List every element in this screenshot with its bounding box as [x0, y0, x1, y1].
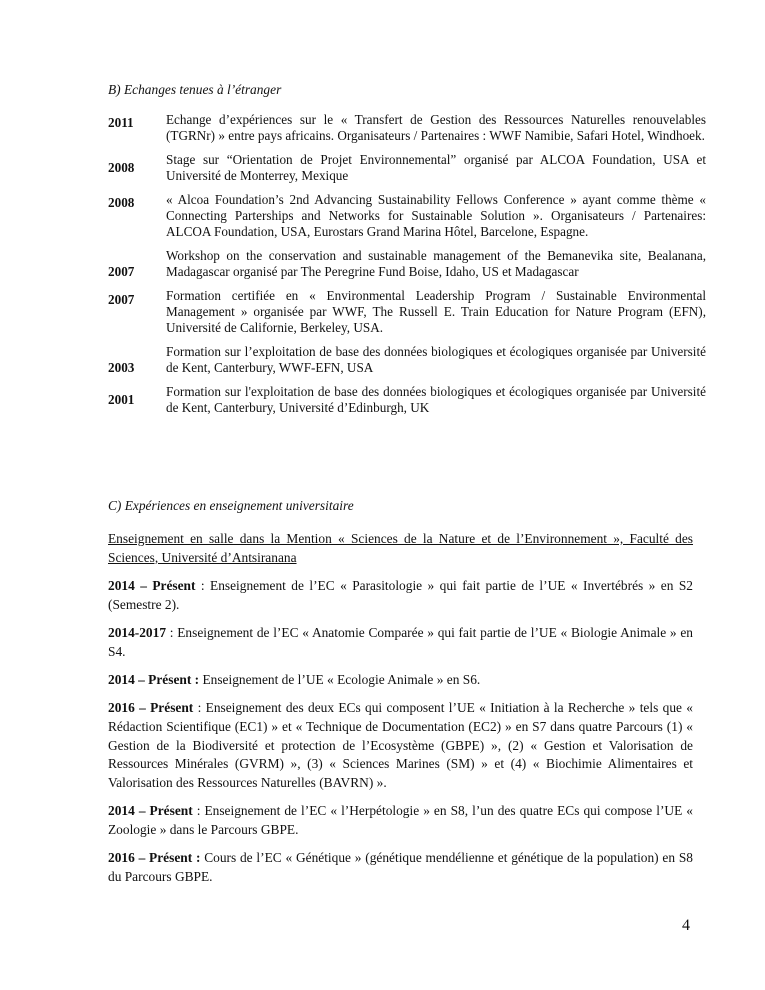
- teaching-period: 2014 – Présent: [108, 578, 196, 593]
- entry-year: 2007: [108, 291, 135, 307]
- teaching-description: : Enseignement de l’EC « Anatomie Comparée » qui fait partie de l’UE « Biologie Animale » en S4.: [108, 624, 693, 659]
- entry-year: 2007: [108, 263, 135, 279]
- teaching-period: 2016 – Présent: [108, 700, 194, 716]
- entry-year: 2001: [108, 391, 135, 407]
- entry-description: « Alcoa Foundation’s 2nd Advancing Sustainability Fellows Conference » ayant comme thème « Connecting Parterships and Networks for Sustainable Solution ». Organisateurs / Partenaires: ALCOA Foundation, USA, Eurostars Grand Marina Hôtel, Barcelone, Espagne.: [166, 191, 706, 240]
- teaching-description: : Enseignement des deux ECs qui composent l’UE « Initiation à la Recherche » tels que « Rédaction Scientifique (EC1) » et « Technique de Documentation (EC2) » en S7 dans quatre Parcours (1) « Gestion de la Biodiversité et protection de l’Ecosystème (GBPE) », (2) « Gestion et Valorisation de Ressources Minérales (GVRM) », (3) « Sciences Marines (SM) » et (4) « Biochimie Alimentaires et Valorisation des Ressources Naturelles (BAVRN) ».: [108, 700, 693, 790]
- exchange-entry: [108, 112, 706, 145]
- teaching-period: 2014-2017: [108, 624, 167, 640]
- teaching-item: [108, 802, 693, 839]
- entry-year: 2003: [108, 360, 135, 376]
- page-number: 4: [682, 917, 690, 934]
- teaching-description: : Enseignement de l’EC « Parasitologie » qui fait partie de l’UE « Invertébrés » en S2 (Semestre 2).: [108, 578, 693, 612]
- exchange-entry: [108, 288, 706, 337]
- entry-description: Stage sur “Orientation de Projet Environnemental” organisé par ALCOA Foundation, USA et Université de Monterrey, Mexique: [166, 151, 706, 184]
- teaching-item: [108, 849, 693, 886]
- entry-description: Formation certifiée en « Environmental Leadership Program / Sustainable Environmental Management » organisée par WWF, The Russell E. Train Education for Nature Program (EFN), Université de Californie, Berkeley, USA.: [166, 287, 706, 336]
- entry-year: 2011: [108, 115, 134, 130]
- exchange-entry: [108, 248, 706, 281]
- entry-description: Echange d’expériences sur le « Transfert de Gestion des Ressources Naturelles renouvelables (TGRNr) » entre pays africains. Organisateurs / Partenaires : WWF Namibie, Safari Hotel, Windhoek.: [166, 112, 706, 144]
- section-c-heading: C) Expériences en enseignement universitaire: [108, 498, 354, 513]
- exchange-entry: [108, 152, 706, 185]
- teaching-list: [108, 577, 693, 896]
- entry-year: 2008: [108, 194, 135, 210]
- exchange-entry: [108, 384, 706, 417]
- entry-description: Formation sur l'exploitation de base des données biologiques et écologiques organisée par Université de Kent, Canterbury, Université d’Edinburgh, UK: [166, 383, 706, 416]
- teaching-item: [108, 671, 693, 690]
- teaching-context: Enseignement en salle dans la Mention « Sciences de la Nature et de l’Environnement », Faculté des Sciences, Université d’Antsiranana: [108, 531, 693, 565]
- teaching-period: 2014 – Présent: [108, 803, 193, 819]
- teaching-description: Enseignement de l’UE « Ecologie Animale » en S6.: [199, 671, 481, 687]
- entry-year: 2008: [108, 159, 135, 175]
- teaching-period: 2014 – Présent :: [108, 671, 200, 687]
- exchange-entry: [108, 344, 706, 377]
- teaching-description: : Enseignement de l’EC « l’Herpétologie » en S8, l’un des quatre ECs qui compose l’UE « Zoologie » dans le Parcours GBPE.: [108, 803, 693, 837]
- entry-description: Workshop on the conservation and sustainable management of the Bemanevika site, Bealanana, Madagascar organisé par The Peregrine Fund Boise, Idaho, US et Madagascar: [166, 247, 706, 280]
- teaching-item: [108, 699, 693, 792]
- teaching-description: Cours de l’EC « Génétique » (génétique mendélienne et génétique de la population) en S8 du Parcours GBPE.: [108, 850, 693, 884]
- entry-description: Formation sur l’exploitation de base des données biologiques et écologiques organisée par Université de Kent, Canterbury, WWF-EFN, USA: [166, 344, 706, 376]
- teaching-period: 2016 – Présent :: [108, 850, 201, 866]
- teaching-item: [108, 624, 693, 661]
- teaching-item: [108, 577, 693, 614]
- section-b-heading: B) Echanges tenues à l’étranger: [108, 82, 282, 97]
- exchange-entry: [108, 192, 706, 241]
- exchange-list: [108, 112, 706, 424]
